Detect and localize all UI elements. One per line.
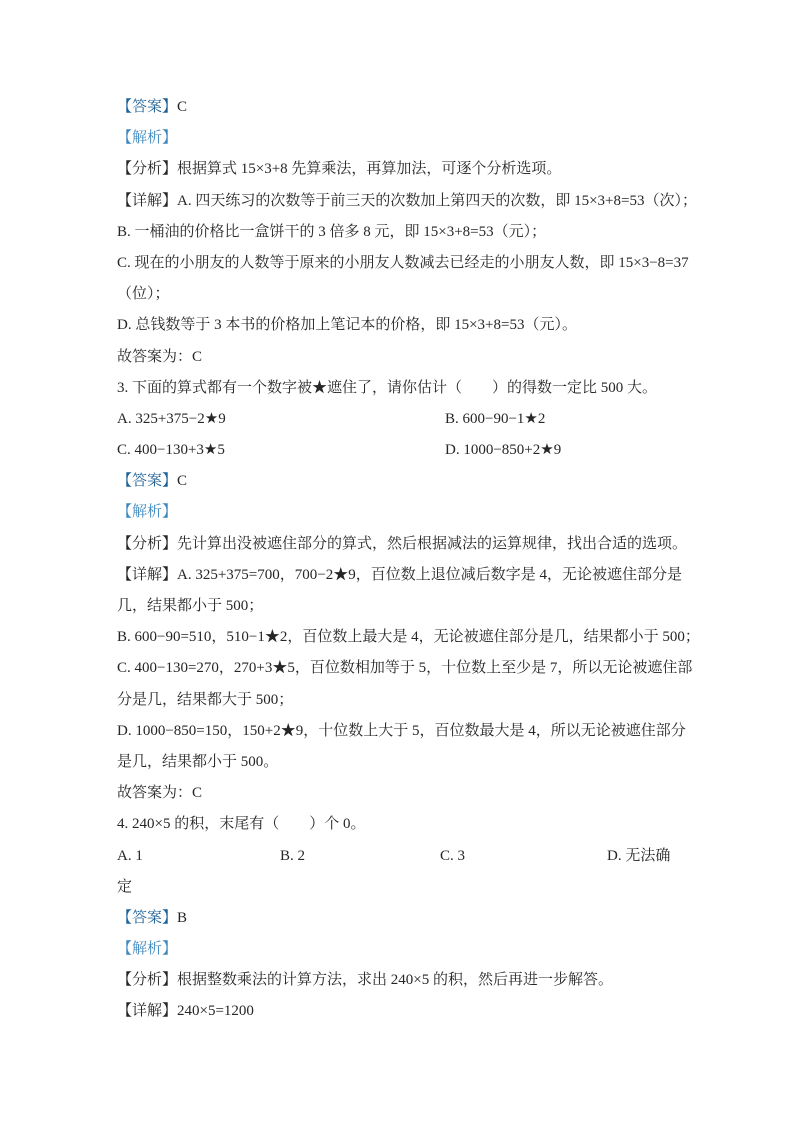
final-answer-text: 故答案为：C	[117, 785, 203, 802]
option-d: D. 无法确	[607, 847, 671, 864]
detail-text-continuation: 分是几，结果都大于 500；	[117, 691, 294, 708]
detail-text-option-b: B. 一桶油的价格比一盒饼干的 3 倍多 8 元，即 15×3+8=53（元）；	[117, 223, 547, 240]
analysis-text: 【分析】根据算式 15×3+8 先算乘法，再算加法，可逐个分析选项。	[117, 161, 562, 178]
detail-text-option-c: C. 400−130=270，270+3★5，百位数相加等于 5，十位数上至少是 7，所以无论被遮住部	[117, 660, 693, 677]
answer-label: 【答案】	[117, 99, 178, 115]
question-3-options-row-1	[117, 404, 697, 435]
option-c: C. 3	[440, 847, 466, 864]
answer-sheet-page	[117, 92, 700, 1028]
option-a: A. 325+375−2★9	[117, 410, 226, 427]
detail-text-option-a: 【详解】A. 四天练习的次数等于前三天的次数加上第四天的次数，即 15×3+8=53（次）；	[117, 192, 697, 209]
analysis-line	[117, 934, 697, 965]
answer-line	[117, 903, 697, 934]
answer-value: C	[177, 473, 188, 490]
detail-text-continuation: 是几，结果都小于 500。	[117, 753, 279, 770]
detail-text-option-a: 【详解】A. 325+375=700，700−2★9，百位数上退位减后数字是 4，无论被遮住部分是	[117, 566, 682, 583]
analysis-text: 【分析】根据整数乘法的计算方法，求出 240×5 的积，然后再进一步解答。	[117, 972, 613, 989]
answer-value: B	[177, 909, 188, 926]
answer-line	[117, 466, 697, 497]
answer-line	[117, 92, 697, 123]
question-3-stem: 3. 下面的算式都有一个数字被★遮住了，请你估计（ ）的得数一定比 500 大。	[117, 379, 658, 396]
final-answer-text: 故答案为：C	[117, 348, 203, 365]
detail-text-option-d: D. 总钱数等于 3 本书的价格加上笔记本的价格，即 15×3+8=53（元）。	[117, 317, 577, 334]
option-a: A. 1	[117, 847, 143, 864]
option-b: B. 2	[280, 847, 306, 864]
answer-label: 【答案】	[117, 909, 178, 926]
analysis-line	[117, 497, 697, 528]
option-d: D. 1000−850+2★9	[445, 442, 562, 459]
detail-text-continuation: （位）；	[117, 286, 170, 303]
answer-value: C	[177, 99, 188, 115]
analysis-label: 【解析】	[117, 130, 178, 147]
analysis-label: 【解析】	[117, 941, 178, 958]
detail-text-option-c: C. 现在的小朋友的人数等于原来的小朋友人数减去已经走的小朋友人数，即 15×3−8=37	[117, 254, 689, 271]
option-d-continuation: 定	[117, 878, 133, 895]
answer-label: 【答案】	[117, 473, 178, 490]
option-b: B. 600−90−1★2	[445, 410, 546, 427]
question-4-stem: 4. 240×5 的积，末尾有（ ）个 0。	[117, 816, 366, 833]
analysis-text: 【分析】先计算出没被遮住部分的算式，然后根据减法的运算规律，找出合适的选项。	[117, 535, 688, 552]
question-3-options-row-2	[117, 435, 697, 466]
option-c: C. 400−130+3★5	[117, 442, 225, 459]
question-4-options-row	[117, 841, 697, 872]
detail-text-continuation: 几，结果都小于 500；	[117, 598, 264, 614]
analysis-label: 【解析】	[117, 504, 178, 521]
analysis-line	[117, 123, 697, 154]
detail-text-option-d: D. 1000−850=150，150+2★9，十位数上大于 5，百位数最大是 4，所以无论被遮住部分	[117, 722, 686, 739]
detail-text-option-b: B. 600−90=510，510−1★2，百位数上最大是 4，无论被遮住部分是几，结果都小于 500；	[117, 629, 700, 646]
detail-text: 【详解】240×5=1200	[117, 1003, 254, 1020]
